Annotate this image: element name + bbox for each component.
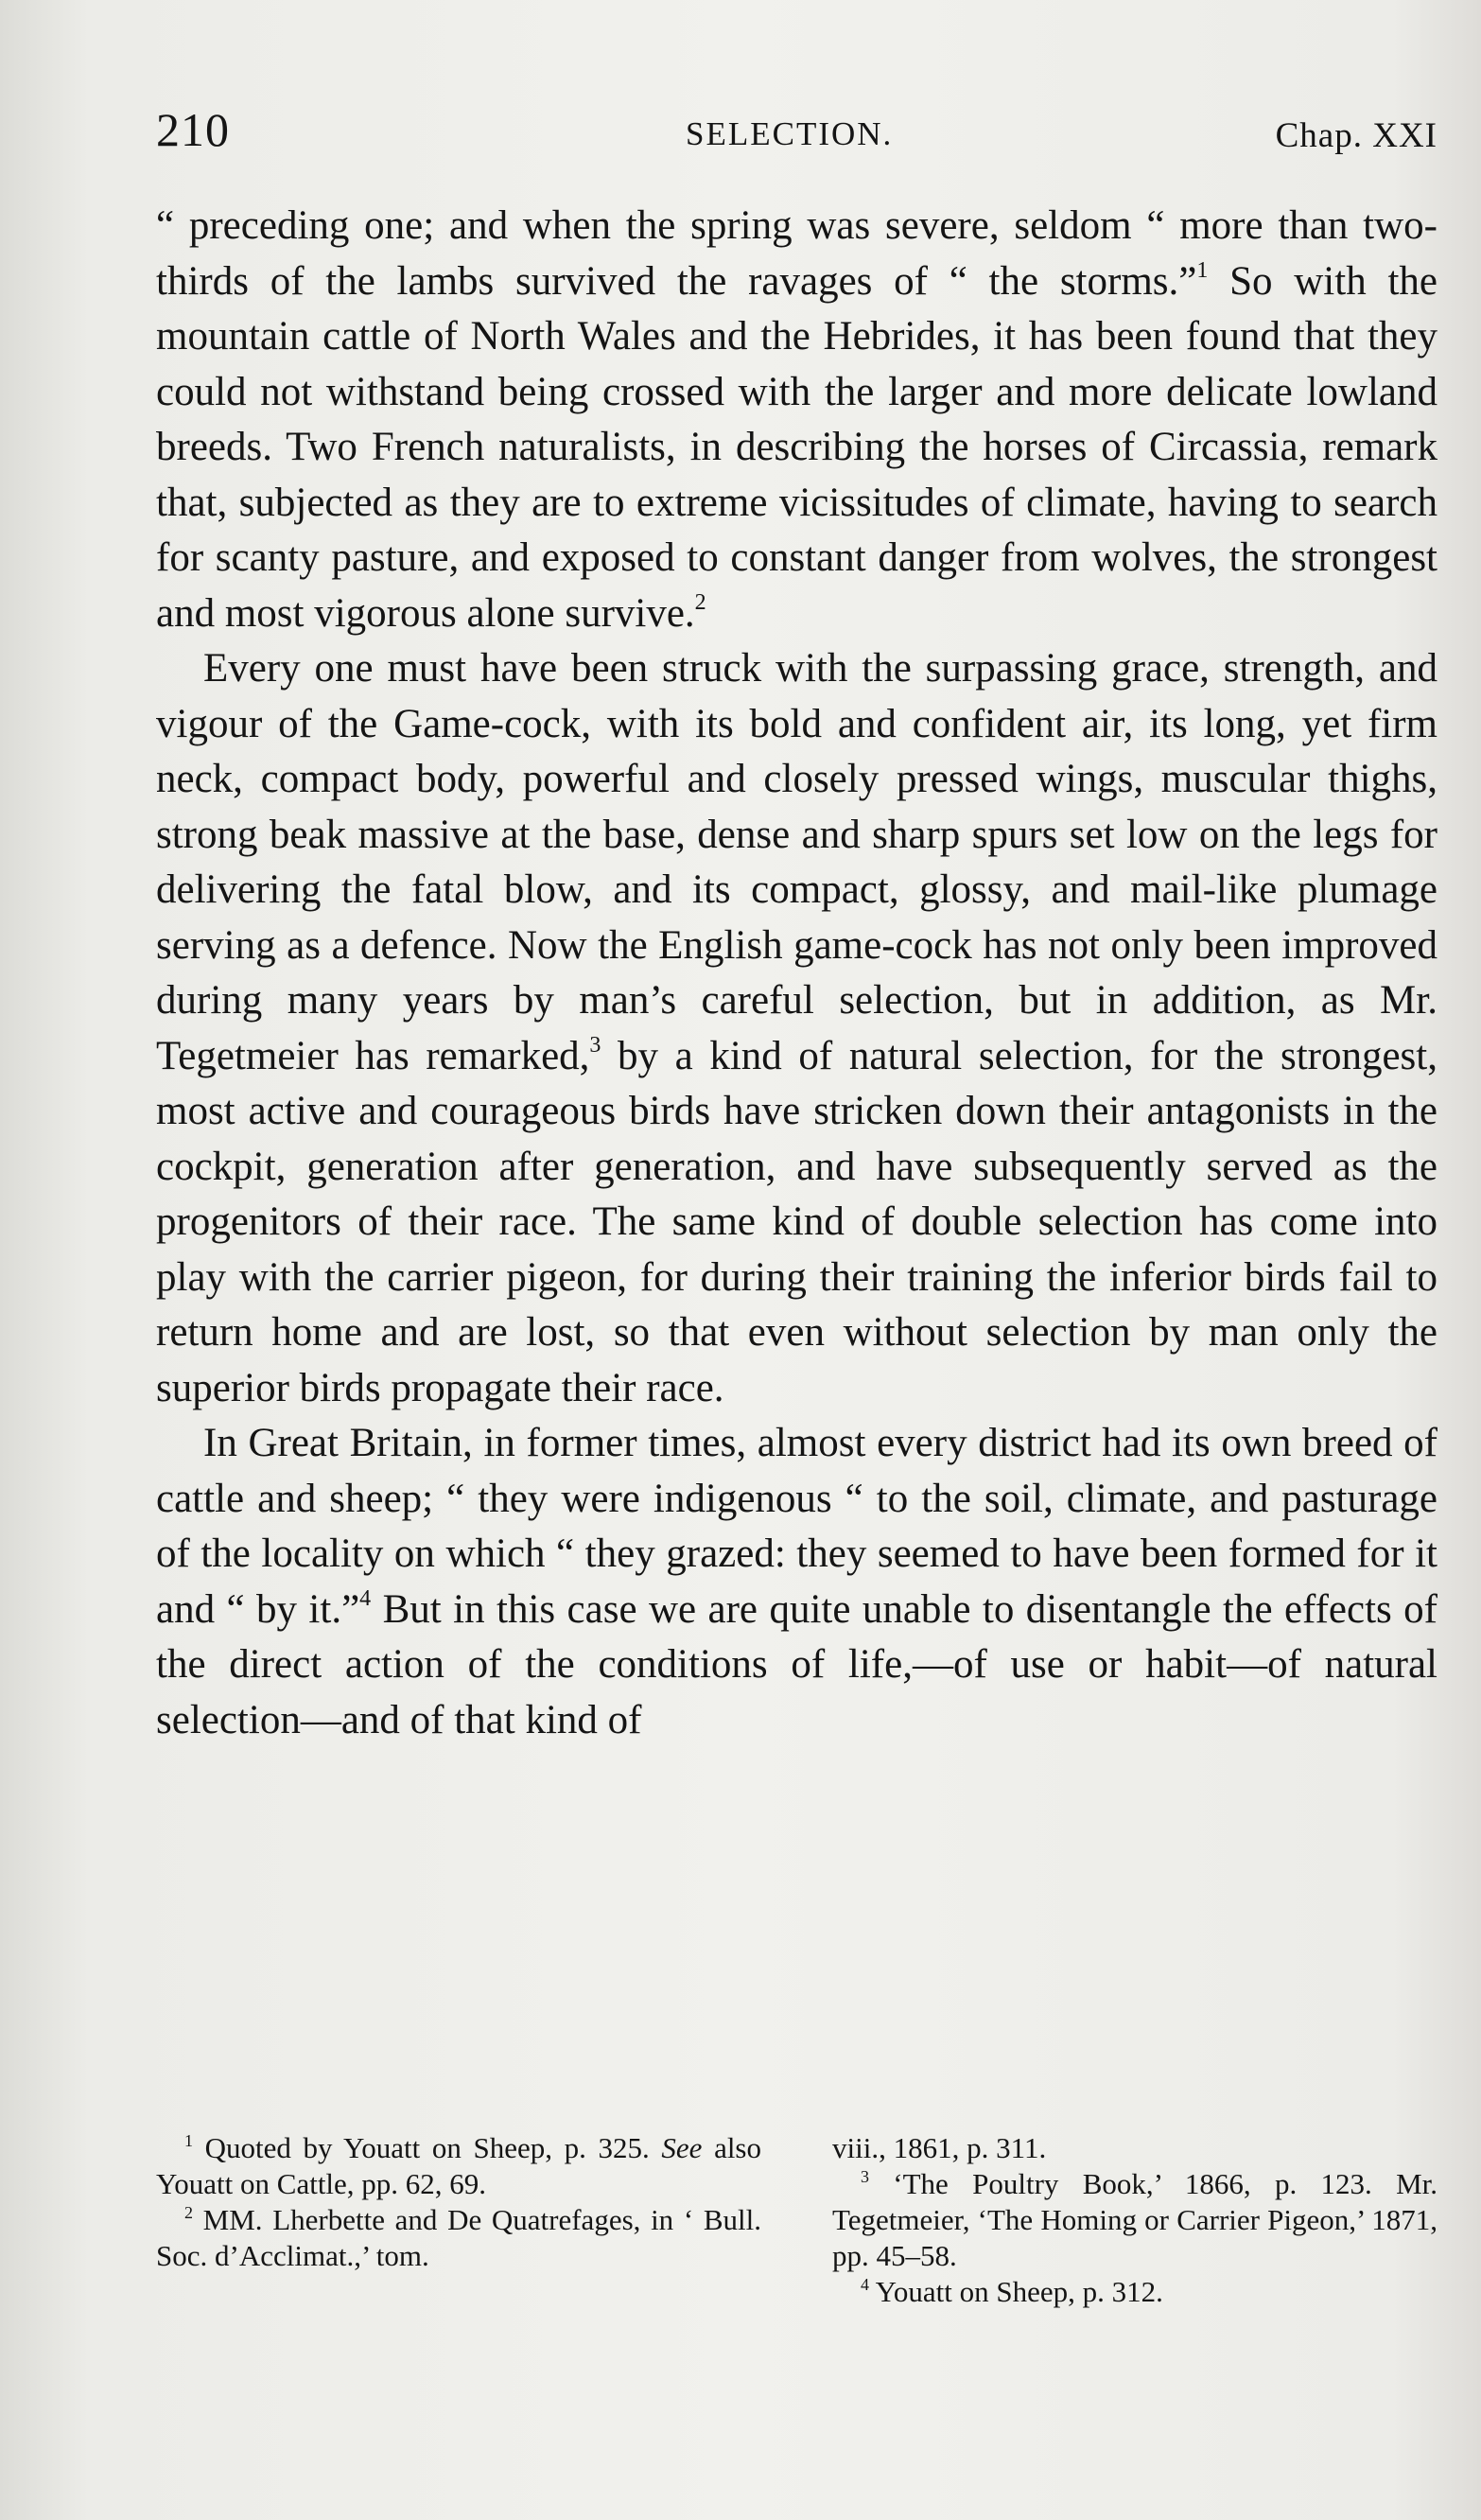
footnote-ref: 3	[589, 1032, 601, 1058]
footnote	[832, 2274, 1437, 2310]
running-head: SELECTION.	[686, 115, 894, 152]
text-run: “ preceding one; and when the spring was severe, seldom “ more than two-thirds of the lambs survived the ravages of “ the storms.”	[156, 203, 1437, 304]
footnotes-right-column	[832, 2130, 1437, 2310]
text-run: Quoted by Youatt on Sheep, p. 325.	[193, 2131, 662, 2164]
footnotes	[156, 2130, 1437, 2310]
body-text	[156, 199, 1437, 1748]
text-run: Every one must have been struck with the surpassing grace, strength, and vigour of the Game-cock, with its bold and confident air, its long, yet firm neck, compact body, powerful and closely pressed wings, muscular thighs, strong beak massive at the base, dense and sharp spurs set low on the legs for delivering the fatal blow, and its compact, glossy, and mail-like plumage serving as a defence. Now the English game-cock has not only been improved during many years by man’s careful selection, but in addition, as Mr. Tegetmeier has remarked,	[156, 646, 1437, 1078]
footnote	[156, 2202, 761, 2274]
footnote-ref: 2	[184, 2203, 193, 2222]
paragraph	[156, 199, 1437, 641]
footnote	[156, 2130, 761, 2202]
footnote-ref: 4	[359, 1585, 372, 1611]
text-run: Youatt on Sheep, p. 312.	[869, 2275, 1163, 2308]
footnote	[832, 2130, 1437, 2166]
chapter-reference: Chap. XXI	[1275, 116, 1437, 155]
footnote-ref: 2	[694, 589, 706, 615]
text-run: But in this case we are quite unable to disentangle the effects of the direct action of the conditions of life,—of use or habit—of natural selection—and of that kind of	[156, 1586, 1437, 1742]
italic-text: See	[661, 2131, 703, 2164]
text-run: In Great Britain, in former times, almost every district had its own breed of cattle and sheep; “ they were indigenous “ to the soil, climate, and pasturage of the locality on which “ they grazed: they seemed to have been formed for it and “ by it.”	[156, 1421, 1437, 1632]
text-run: also Youatt on Cattle, pp. 62, 69.	[156, 2131, 762, 2200]
footnote-ref: 3	[861, 2167, 869, 2186]
text-run: by a kind of natural selection, for the strongest, most active and courageous birds have stricken down their antagonists in the cockpit, generation after generation, and have subsequently served as the progenitors of their race. The same kind of double selection has come into play with the carrier pigeon, for during their training the inferior birds fail to return home and are lost, so that even without selection by man only the superior birds propagate their race.	[156, 1033, 1437, 1410]
paragraph	[156, 1416, 1437, 1748]
paragraph	[156, 641, 1437, 1416]
text-run: ‘The Poultry Book,’ 1866, p. 123. Mr. Tegetmeier, ‘The Homing or Carrier Pigeon,’ 1871, pp. 45–58.	[832, 2167, 1437, 2272]
text-run: So with the mountain cattle of North Wales and the Hebrides, it has been found that they could not withstand being crossed with the larger and more delicate lowland breeds. Two French naturalists, in describing the horses of Circassia, remark that, subjected as they are to extreme vicissitudes of climate, having to search for scanty pasture, and exposed to constant danger from wolves, the strongest and most vigorous alone survive.	[156, 258, 1437, 636]
footnote-ref: 1	[1196, 257, 1209, 283]
footnote	[832, 2166, 1437, 2274]
footnote-ref: 1	[184, 2131, 193, 2150]
footnotes-left-column	[156, 2130, 761, 2310]
page-number: 210	[156, 103, 230, 156]
text-run: MM. Lherbette and De Quatrefages, in ‘ Bull. Soc. d’Acclimat.,’ tom.	[156, 2203, 761, 2272]
page-header	[156, 102, 1437, 159]
text-run: viii., 1861, p. 311.	[832, 2131, 1047, 2164]
footnote-ref: 4	[861, 2275, 869, 2294]
